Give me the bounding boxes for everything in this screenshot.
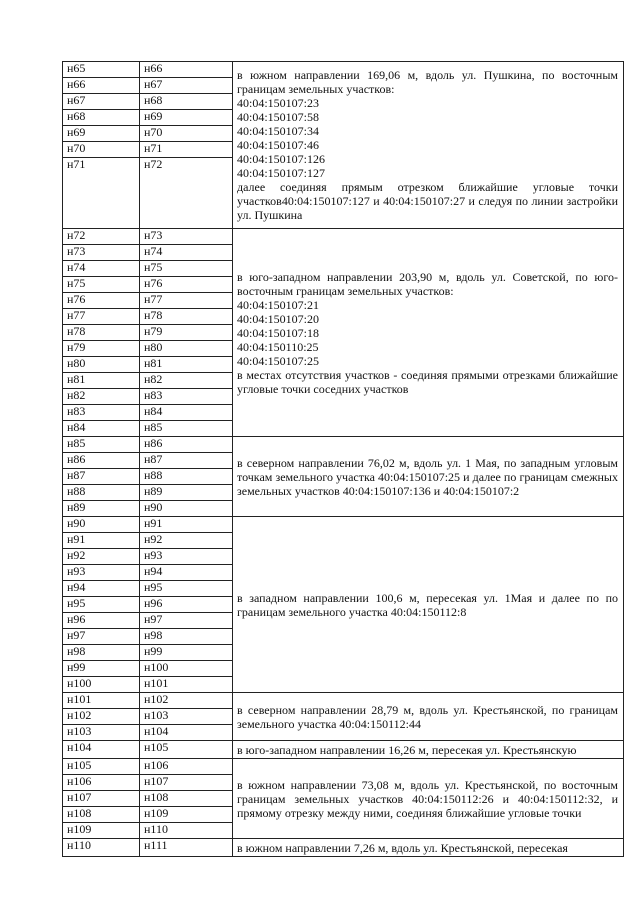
description-line: 40:04:150110:25 xyxy=(237,339,319,354)
point-from: н87 xyxy=(63,469,140,485)
point-to: н86 xyxy=(140,437,233,453)
point-from: н91 xyxy=(63,533,140,549)
point-to: н91 xyxy=(140,517,233,533)
boundary-description xyxy=(233,741,624,759)
point-from: н99 xyxy=(63,661,140,677)
description-line: 40:04:150107:23 xyxy=(237,96,320,110)
point-to: н66 xyxy=(140,62,233,78)
point-to: н83 xyxy=(140,389,233,405)
description-line: 40:04:150107:21 xyxy=(237,297,320,312)
point-from: н98 xyxy=(63,645,140,661)
point-to: н69 xyxy=(140,110,233,126)
description-line: в южном направлении 7,26 м, вдоль ул. Крестьянской, пересекая xyxy=(237,840,568,855)
point-to: н93 xyxy=(140,549,233,565)
point-from: н71 xyxy=(63,158,140,229)
point-to: н77 xyxy=(140,293,233,309)
point-from: н97 xyxy=(63,629,140,645)
point-to: н78 xyxy=(140,309,233,325)
point-to: н81 xyxy=(140,357,233,373)
point-from: н70 xyxy=(63,142,140,158)
point-to: н75 xyxy=(140,261,233,277)
point-from: н104 xyxy=(63,741,140,759)
point-to: н104 xyxy=(140,725,233,741)
point-from: н85 xyxy=(63,437,140,453)
point-to: н94 xyxy=(140,565,233,581)
table-row xyxy=(63,693,624,709)
point-to: н100 xyxy=(140,661,233,677)
point-to: н98 xyxy=(140,629,233,645)
point-from: н108 xyxy=(63,807,140,823)
point-from: н106 xyxy=(63,775,140,791)
boundary-description xyxy=(233,62,624,229)
description-line: 40:04:150107:46 xyxy=(237,138,320,152)
point-to: н99 xyxy=(140,645,233,661)
point-from: н100 xyxy=(63,677,140,693)
point-to: н111 xyxy=(140,839,233,857)
point-from: н76 xyxy=(63,293,140,309)
point-from: н96 xyxy=(63,613,140,629)
point-to: н95 xyxy=(140,581,233,597)
point-to: н68 xyxy=(140,94,233,110)
point-from: н103 xyxy=(63,725,140,741)
point-from: н109 xyxy=(63,823,140,839)
point-to: н108 xyxy=(140,791,233,807)
description-line: 40:04:150107:18 xyxy=(237,325,320,340)
point-to: н80 xyxy=(140,341,233,357)
description-line: 40:04:150107:25 xyxy=(237,353,320,368)
point-from: н88 xyxy=(63,485,140,501)
point-to: н82 xyxy=(140,373,233,389)
point-from: н79 xyxy=(63,341,140,357)
point-from: н95 xyxy=(63,597,140,613)
boundary-description xyxy=(233,229,624,437)
boundary-table-body xyxy=(63,62,624,857)
table-row xyxy=(63,839,624,857)
description-line: в южном направлении 169,06 м, вдоль ул. Пушкина, по восточным границам земельных участков: xyxy=(237,68,618,96)
table-row xyxy=(63,741,624,759)
point-to: н107 xyxy=(140,775,233,791)
point-to: н101 xyxy=(140,677,233,693)
description-line: далее соединяя прямым отрезком ближайшие угловые точки участков40:04:150107:127 и 40:04:150107:27 и следуя по линии застройки ул. Пушкина xyxy=(237,180,618,222)
point-from: н75 xyxy=(63,277,140,293)
table-row xyxy=(63,517,624,533)
boundary-description xyxy=(233,437,624,517)
table-row xyxy=(63,62,624,78)
point-from: н107 xyxy=(63,791,140,807)
point-from: н80 xyxy=(63,357,140,373)
point-to: н79 xyxy=(140,325,233,341)
description-line: в юго-западном направлении 203,90 м, вдоль ул. Советской, по юго-восточным границам земельных участков: xyxy=(237,269,618,298)
point-to: н97 xyxy=(140,613,233,629)
point-from: н72 xyxy=(63,229,140,245)
description-line: в северном направлении 28,79 м, вдоль ул. Крестьянской, по границам земельного участка 40:04:150112:44 xyxy=(237,702,618,731)
description-line: 40:04:150107:34 xyxy=(237,124,320,138)
point-from: н65 xyxy=(63,62,140,78)
table-row xyxy=(63,437,624,453)
point-to: н102 xyxy=(140,693,233,709)
point-to: н85 xyxy=(140,421,233,437)
point-to: н90 xyxy=(140,501,233,517)
description-line: в юго-западном направлении 16,26 м, пересекая ул. Крестьянскую xyxy=(237,742,577,757)
description-line: в местах отсутствия участков - соединяя прямыми отрезками ближайшие угловые точки соседних участков xyxy=(237,367,618,396)
point-from: н90 xyxy=(63,517,140,533)
table-row xyxy=(63,229,624,245)
point-from: н78 xyxy=(63,325,140,341)
document-page xyxy=(62,61,624,857)
description-line: в западном направлении 100,6 м, пересекая ул. 1Мая и далее по по границам земельного участка 40:04:150112:8 xyxy=(237,590,618,619)
point-to: н92 xyxy=(140,533,233,549)
description-line: 40:04:150107:127 xyxy=(237,166,326,180)
description-line: 40:04:150107:58 xyxy=(237,110,320,124)
boundary-description xyxy=(233,693,624,741)
point-from: н83 xyxy=(63,405,140,421)
point-from: н101 xyxy=(63,693,140,709)
point-from: н92 xyxy=(63,549,140,565)
description-line: в южном направлении 73,08 м, вдоль ул. Крестьянской, по восточным границам земельных участков 40:04:150112:26 и 40:04:150112:32, и прямому отрезку между ними, соединяя ближайшие угловые точки xyxy=(237,777,618,820)
point-to: н89 xyxy=(140,485,233,501)
point-from: н105 xyxy=(63,759,140,775)
point-from: н102 xyxy=(63,709,140,725)
point-to: н74 xyxy=(140,245,233,261)
point-from: н67 xyxy=(63,94,140,110)
point-from: н84 xyxy=(63,421,140,437)
point-to: н84 xyxy=(140,405,233,421)
point-from: н93 xyxy=(63,565,140,581)
boundary-description xyxy=(233,759,624,839)
description-line: в северном направлении 76,02 м, вдоль ул. 1 Мая, по западным угловым точкам земельного участка 40:04:150107:25 и далее по границам смежных земельных участков 40:04:150107:136 и 40:04:150107:2 xyxy=(237,455,618,498)
point-to: н73 xyxy=(140,229,233,245)
point-to: н109 xyxy=(140,807,233,823)
point-from: н74 xyxy=(63,261,140,277)
point-from: н69 xyxy=(63,126,140,142)
point-to: н110 xyxy=(140,823,233,839)
point-to: н70 xyxy=(140,126,233,142)
boundary-description xyxy=(233,839,624,857)
table-row xyxy=(63,759,624,775)
point-to: н96 xyxy=(140,597,233,613)
point-to: н88 xyxy=(140,469,233,485)
point-to: н71 xyxy=(140,142,233,158)
point-from: н68 xyxy=(63,110,140,126)
description-line: 40:04:150107:126 xyxy=(237,152,326,166)
point-from: н110 xyxy=(63,839,140,857)
point-from: н94 xyxy=(63,581,140,597)
boundary-description-table xyxy=(62,61,624,857)
description-line: 40:04:150107:20 xyxy=(237,311,320,326)
point-to: н106 xyxy=(140,759,233,775)
point-to: н76 xyxy=(140,277,233,293)
point-from: н77 xyxy=(63,309,140,325)
point-to: н103 xyxy=(140,709,233,725)
point-to: н72 xyxy=(140,158,233,229)
point-from: н82 xyxy=(63,389,140,405)
point-from: н73 xyxy=(63,245,140,261)
point-from: н81 xyxy=(63,373,140,389)
point-to: н67 xyxy=(140,78,233,94)
boundary-description xyxy=(233,517,624,693)
point-from: н86 xyxy=(63,453,140,469)
point-from: н89 xyxy=(63,501,140,517)
point-to: н87 xyxy=(140,453,233,469)
point-to: н105 xyxy=(140,741,233,759)
point-from: н66 xyxy=(63,78,140,94)
